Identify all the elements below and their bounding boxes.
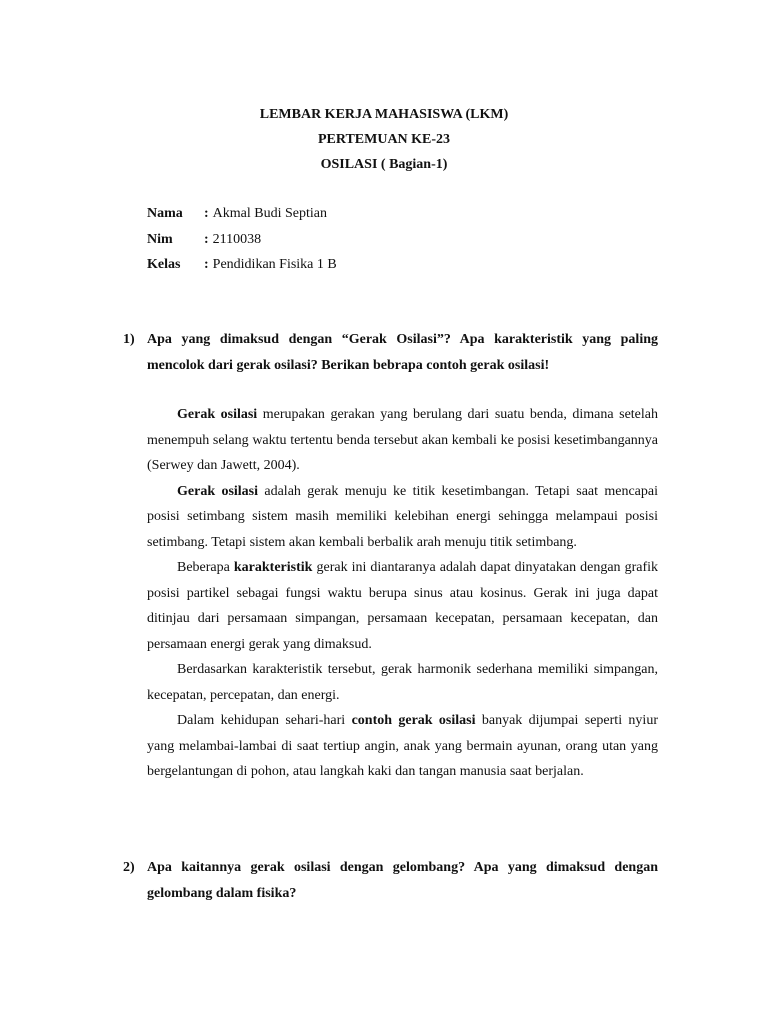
identity-value: 2110038 (212, 231, 262, 247)
question-text: Apa kaitannya gerak osilasi dengan gelombang? Apa yang dimaksud dengan gelombang dalam fisika? (147, 860, 658, 901)
question-1 (123, 327, 658, 378)
paragraph-text: adalah gerak menuju ke titik kesetimbangan. Tetapi saat mencapai posisi setimbang sistem masih memiliki kelebihan energi sehingga melampaui posisi setimbang. Tetapi sistem akan kembali berbalik arah menuju titik setimbang. (147, 483, 658, 550)
identity-label: Nama (147, 206, 183, 221)
answer-paragraph (147, 708, 658, 785)
identity-label: Nim (147, 231, 173, 247)
title-line-1: LEMBAR KERJA MAHASISWA (LKM) (259, 107, 509, 122)
identity-row-nim (147, 227, 337, 253)
identity-value: Akmal Budi Septian (212, 206, 327, 221)
paragraph-text: merupakan gerakan yang berulang dari suatu benda, dimana setelah menempuh selang waktu tertentu benda tersebut akan kembali ke posisi kesetimbangannya (Serwey dan Jawett, 2004). (147, 407, 658, 473)
identity-label: Kelas (147, 257, 181, 272)
question-text: Apa yang dimaksud dengan “Gerak Osilasi”? Apa karakteristik yang paling mencolok dari gerak osilasi? Berikan bebrapa contoh gerak osilasi! (147, 332, 658, 373)
paragraph-text: Beberapa (177, 560, 234, 575)
document-title (0, 102, 768, 177)
bold-term: Gerak osilasi (177, 407, 258, 422)
answer-1 (147, 402, 658, 785)
answer-paragraph (147, 479, 658, 556)
question-number: 1) (123, 332, 135, 347)
title-line-2: PERTEMUAN KE-23 (317, 132, 451, 147)
identity-separator: : (204, 257, 209, 272)
paragraph-text: banyak dijumpai seperti nyiur yang melambai-lambai di saat tertiup angin, anak yang bermain ayunan, orang utan yang bergelantungan di pohon, atau langkah kaki dan tangan manusia saat berjalan. (147, 713, 658, 779)
title-line-3: OSILASI ( Bagian-1) (320, 157, 448, 172)
identity-value: Pendidikan Fisika 1 B (212, 257, 337, 272)
identity-separator: : (204, 206, 209, 221)
student-identity (147, 201, 337, 278)
answer-paragraph (147, 657, 658, 708)
bold-term: contoh gerak osilasi (351, 713, 476, 728)
answer-paragraph (147, 555, 658, 657)
paragraph-text: Berdasarkan karakteristik tersebut, gerak harmonik sederhana memiliki simpangan, kecepatan, percepatan, dan energi. (147, 662, 658, 703)
paragraph-text: gerak ini diantaranya adalah dapat dinyatakan dengan grafik posisi partikel sebagai fungsi waktu berupa sinus atau kosinus. Gerak ini juga dapat ditinjau dari persamaan simpangan, persamaan kecepatan, persamaan kecepatan, dan persamaan energi gerak yang dimaksud. (147, 560, 658, 652)
answer-paragraph (147, 402, 658, 479)
bold-term: Gerak osilasi (177, 483, 259, 499)
paragraph-text: Dalam kehidupan sehari-hari (177, 713, 352, 728)
question-2 (123, 855, 658, 906)
question-number: 2) (123, 860, 135, 875)
identity-row-kelas (147, 252, 337, 278)
identity-separator: : (204, 231, 209, 247)
identity-row-nama (147, 201, 337, 227)
bold-term: karakteristik (233, 560, 313, 575)
